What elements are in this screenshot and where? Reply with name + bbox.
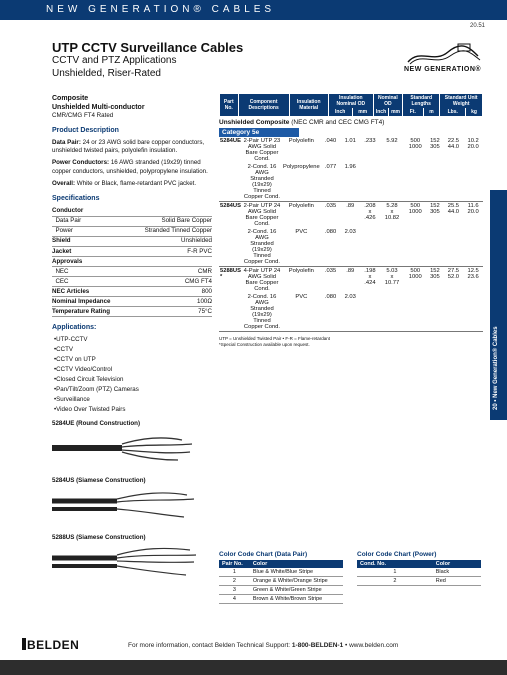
cell-kg: [463, 293, 483, 332]
cell-m: [426, 293, 443, 332]
col-cond-no: Cond. No.: [357, 560, 433, 568]
color-code-data-pair: [219, 551, 343, 604]
spec-value: F-R PVC: [126, 247, 212, 257]
color-code-power: [357, 551, 481, 586]
spec-value: Unshielded: [126, 236, 212, 246]
table-row: [219, 137, 483, 163]
color-value: Blue & White/Blue Stripe: [250, 568, 343, 577]
cell-comp: 2-Pair UTP 23 AWG Solid Bare Copper Cond.: [243, 138, 281, 162]
color-code-power-table: [357, 560, 481, 586]
power-desc: [52, 159, 212, 175]
cell-part: 5284UE: [220, 138, 241, 144]
cell-ins: Polyolefin: [288, 268, 314, 274]
cell-od_in: [360, 293, 380, 332]
unit-mm: mm: [353, 108, 373, 116]
color-row: [219, 586, 343, 595]
cell-in1: .080: [321, 293, 341, 332]
spec-value: Solid Bare Copper: [126, 216, 212, 226]
color-row: [357, 577, 481, 586]
color-number: 4: [219, 595, 250, 604]
cell-m: 152 305: [430, 138, 440, 150]
side-tab: [490, 190, 507, 420]
cell-comp: 2-Cond. 16 AWG Stranded (19x29) Tinned Copper Cond.: [243, 294, 280, 330]
spec-row: [52, 247, 212, 257]
color-number: 2: [357, 577, 433, 586]
footer-phone: 1-800-BELDEN-1: [291, 642, 344, 649]
spec-key: NEC Articles: [52, 287, 90, 295]
cell-part: [219, 293, 242, 332]
siamese-cable-illustration: [52, 487, 212, 521]
composite-label: Unshielded Composite: [219, 119, 290, 126]
spec-row: [52, 216, 212, 226]
footer-text: For more information, contact Belden Technical Support:: [128, 642, 292, 649]
color-value: Brown & White/Brown Stripe: [250, 595, 343, 604]
belden-brand-text: BELDEN: [27, 638, 80, 652]
specifications-heading: Specifications: [52, 194, 100, 202]
cell-kg: 12.5 23.6: [467, 268, 479, 280]
col-color: Color: [433, 560, 481, 568]
color-value: Black: [433, 568, 481, 577]
spec-value: Stranded Tinned Copper: [126, 226, 212, 236]
col-weight: Standard Unit Weight: [440, 94, 482, 108]
spec-row: [52, 287, 212, 297]
unit-ft: Ft.: [403, 108, 423, 116]
cell-ins: PVC: [282, 293, 321, 332]
cell-ft: 500 1000: [408, 138, 422, 150]
left-column: [52, 94, 212, 585]
cell-lbs: [444, 228, 464, 267]
side-tab-label: 20 • New Generation® Cables: [493, 326, 499, 410]
product-table-section: [219, 94, 483, 349]
cell-od_mm: 5.28 x 10.82: [384, 203, 400, 221]
overall-label: Overall:: [52, 179, 76, 187]
belden-logo: [22, 638, 79, 652]
color-number: 1: [357, 568, 433, 577]
bottom-bar: [0, 660, 507, 675]
footer-website[interactable]: • www.belden.com: [343, 642, 399, 649]
cell-m: 152 305: [430, 268, 440, 280]
composite-subheading: [219, 119, 483, 126]
multiconductor-heading: Unshielded Multi-conductor: [52, 104, 145, 112]
color-row: [219, 577, 343, 586]
composite-heading: Composite: [52, 95, 89, 102]
table-footnotes: [219, 336, 483, 349]
page-title: UTP CCTV Surveillance Cables: [52, 40, 244, 55]
cell-in1: .080: [321, 228, 341, 267]
table-row: [219, 202, 483, 229]
cell-ft: [404, 228, 426, 267]
cell-ins: Polypropylene: [282, 163, 321, 202]
col-lengths: Standard Lengths: [403, 94, 439, 108]
col-component: Component Descriptions: [239, 94, 289, 116]
unit-inch: Inch: [374, 108, 388, 116]
cell-ft: 500 1000: [408, 268, 422, 280]
cell-m: [426, 163, 443, 202]
col-part: Part No.: [220, 94, 238, 116]
cell-od_in: [360, 228, 380, 267]
spec-row: [52, 226, 212, 236]
cell-comp: 2-Pair UTP 24 AWG Solid Bare Copper Cond.: [243, 203, 281, 227]
logo-text: NEW GENERATION®: [404, 66, 482, 73]
spec-value: CMR: [126, 267, 212, 277]
product-description-heading: Product Description: [52, 127, 119, 135]
applications-heading: Applications:: [52, 324, 97, 332]
cell-lbs: [444, 163, 464, 202]
color-value: Green & White/Green Stripe: [250, 586, 343, 595]
cell-part: 5284US: [220, 203, 241, 209]
cell-od_mm: 5.92: [386, 138, 398, 144]
cell-m: 152 305: [430, 203, 440, 215]
footnote-special: *Special Construction available upon request.: [219, 342, 310, 348]
color-code-data-table: [219, 560, 343, 604]
cell-od_mm: [380, 228, 404, 267]
data-pair-desc: [52, 139, 212, 155]
spec-key: CEC: [55, 277, 69, 285]
spec-row: [52, 207, 212, 217]
color-row: [219, 568, 343, 577]
subtitle-rating: Unshielded, Riser-Rated: [52, 68, 161, 79]
color-code-data-title: Color Code Chart (Data Pair): [219, 551, 308, 558]
spec-row: [52, 267, 212, 277]
cell-lbs: [444, 293, 464, 332]
application-item: • Pan/Tilt/Zoom (PTZ) Cameras: [54, 386, 212, 394]
spec-key: Shield: [52, 237, 71, 245]
power-label: Power Conductors:: [52, 159, 110, 167]
spec-row: [52, 236, 212, 246]
color-row: [219, 595, 343, 604]
power-text: 16 AWG stranded (19x29) tinned copper conductors, unshielded, polypropylene insulation.: [52, 159, 208, 175]
logo-cable-icon: [404, 42, 484, 66]
spec-value: 100Ω: [126, 297, 212, 307]
data-pair-text: 24 or 23 AWG solid bare copper conductors, unshielded twisted pairs, polyolefin insulation.: [52, 139, 205, 155]
spec-conductor: Conductor: [52, 207, 84, 215]
cell-mm1: .89: [346, 268, 355, 274]
cell-mm1: 2.03: [340, 293, 360, 332]
table-header: [219, 94, 483, 116]
cell-mm1: 1.01: [344, 138, 356, 144]
color-number: 3: [219, 586, 250, 595]
cell-ins: Polyolefin: [288, 138, 314, 144]
application-item: • Surveillance: [54, 396, 212, 404]
table-row: [219, 267, 483, 294]
product-table: [219, 137, 483, 332]
cell-lbs: 25.5 44.0: [447, 203, 460, 215]
unit-inch: Inch: [329, 108, 352, 116]
color-row: [357, 568, 481, 577]
cell-ft: [404, 163, 426, 202]
cell-od_in: .233: [364, 138, 376, 144]
overall-desc: [52, 180, 212, 188]
cell-part: [219, 228, 242, 267]
cell-ins: Polyolefin: [288, 203, 314, 209]
subtitle-applications: CCTV and PTZ Applications: [52, 55, 177, 66]
new-generation-logo: [404, 42, 484, 78]
col-insulation-od: Insulation Nominal OD: [329, 94, 373, 108]
col-color: Color: [250, 560, 343, 568]
color-code-power-title: Color Code Chart (Power): [357, 551, 437, 558]
spec-key: NEC: [55, 267, 69, 275]
cell-mm1: 1.96: [340, 163, 360, 202]
cell-comp: 2-Cond. 16 AWG Stranded (19x29) Tinned Copper Cond.: [243, 229, 280, 265]
data-pair-label: Data Pair:: [52, 139, 81, 147]
application-item: • CCTV Video/Control: [54, 366, 212, 374]
cell-in1: .077: [321, 163, 341, 202]
applications-list: [52, 336, 212, 415]
cell-ft: 500 1000: [408, 203, 422, 215]
col-pair-no: Pair No.: [219, 560, 250, 568]
spec-value: 800: [126, 287, 212, 297]
cell-ft: [404, 293, 426, 332]
footer-contact: [128, 642, 398, 649]
construction-label-5288us: 5288US (Siamese Construction): [52, 534, 146, 542]
category-badge: Category 5e: [219, 128, 299, 137]
spec-key: Data Pair: [55, 217, 82, 225]
cell-comp: 2-Cond. 16 AWG Stranded (19x29) Tinned Copper Cond.: [243, 164, 280, 200]
spec-approvals: Approvals: [52, 257, 83, 265]
unit-lbs: Lbs.: [440, 108, 465, 116]
spec-row: [52, 297, 212, 307]
spec-row: [52, 257, 212, 267]
top-banner: [0, 0, 507, 20]
col-insulation: Insulation Material: [290, 94, 328, 116]
cell-lbs: 27.5 52.0: [447, 268, 460, 280]
color-value: Orange & White/Orange Stripe: [250, 577, 343, 586]
cell-in1: .035: [324, 203, 337, 209]
cell-od_in: [360, 163, 380, 202]
cell-mm1: 2.03: [340, 228, 360, 267]
cell-od_in: .198 x .424: [364, 268, 376, 286]
cell-lbs: 22.5 44.0: [447, 138, 460, 150]
color-value: Red: [433, 577, 481, 586]
cell-kg: 10.2 20.0: [467, 138, 479, 150]
series-title: NEW GENERATION® CABLES: [46, 4, 276, 15]
application-item: • CCTV on UTP: [54, 356, 212, 364]
round-cable-illustration: [52, 430, 212, 464]
col-nominal-od: Nominal OD: [374, 94, 402, 108]
cell-m: [426, 228, 443, 267]
cell-ins: PVC: [282, 228, 321, 267]
unit-kg: kg: [466, 108, 482, 116]
application-item: • Video Over Twisted Pairs: [54, 406, 212, 414]
spec-value: CMG FT4: [126, 277, 212, 287]
cell-in1: .040: [324, 138, 337, 144]
cell-comp: 4-Pair UTP 24 AWG Solid Bare Copper Cond.: [243, 268, 281, 292]
cell-mm1: .89: [346, 203, 355, 209]
cell-part: 5288US *: [220, 268, 241, 280]
application-item: • CCTV: [54, 346, 212, 354]
unit-m: m: [424, 108, 440, 116]
spec-key: Power: [55, 227, 73, 235]
spec-key: Temperature Rating: [52, 307, 110, 315]
logo-bar-icon: [22, 638, 26, 650]
siamese-cable-illustration-2: [52, 544, 212, 578]
spec-row: [52, 307, 212, 317]
cell-od_mm: 5.03 x 10.77: [384, 268, 400, 286]
construction-label-5284us: 5284US (Siamese Construction): [52, 477, 146, 485]
rating-heading: CMR/CMG FT4 Rated: [52, 112, 114, 120]
cell-kg: [463, 228, 483, 267]
table-row: [219, 163, 483, 202]
color-number: 2: [219, 577, 250, 586]
table-row: [219, 293, 483, 332]
application-item: • Closed Circuit Television: [54, 376, 212, 384]
unit-mm: mm: [391, 109, 400, 115]
cell-od_mm: [380, 293, 404, 332]
cell-part: [219, 163, 242, 202]
cell-od_mm: [380, 163, 404, 202]
color-number: 1: [219, 568, 250, 577]
cell-in1: .035: [324, 268, 337, 274]
page-number: 20.51: [469, 23, 485, 29]
overall-text: White or Black, flame-retardant PVC jacket.: [76, 179, 197, 187]
construction-label-5284ue: 5284UE (Round Construction): [52, 420, 141, 428]
cell-od_in: .208 x .426: [364, 203, 376, 221]
spec-value: 75°C: [126, 307, 212, 317]
footnote-abbrev: UTP = Unshielded Twisted Pair • F-R = Flame-retardant: [219, 336, 330, 341]
spec-key: Jacket: [52, 247, 72, 255]
composite-note: (NEC CMR and CEC CMG FT4): [291, 119, 385, 126]
cell-kg: 11.6 20.0: [467, 203, 479, 215]
application-item: • UTP-CCTV: [54, 336, 212, 344]
spec-key: Nominal Impedance: [52, 297, 111, 305]
spec-row: [52, 277, 212, 287]
specifications-table: [52, 207, 212, 318]
table-row: [219, 228, 483, 267]
cell-kg: [463, 163, 483, 202]
